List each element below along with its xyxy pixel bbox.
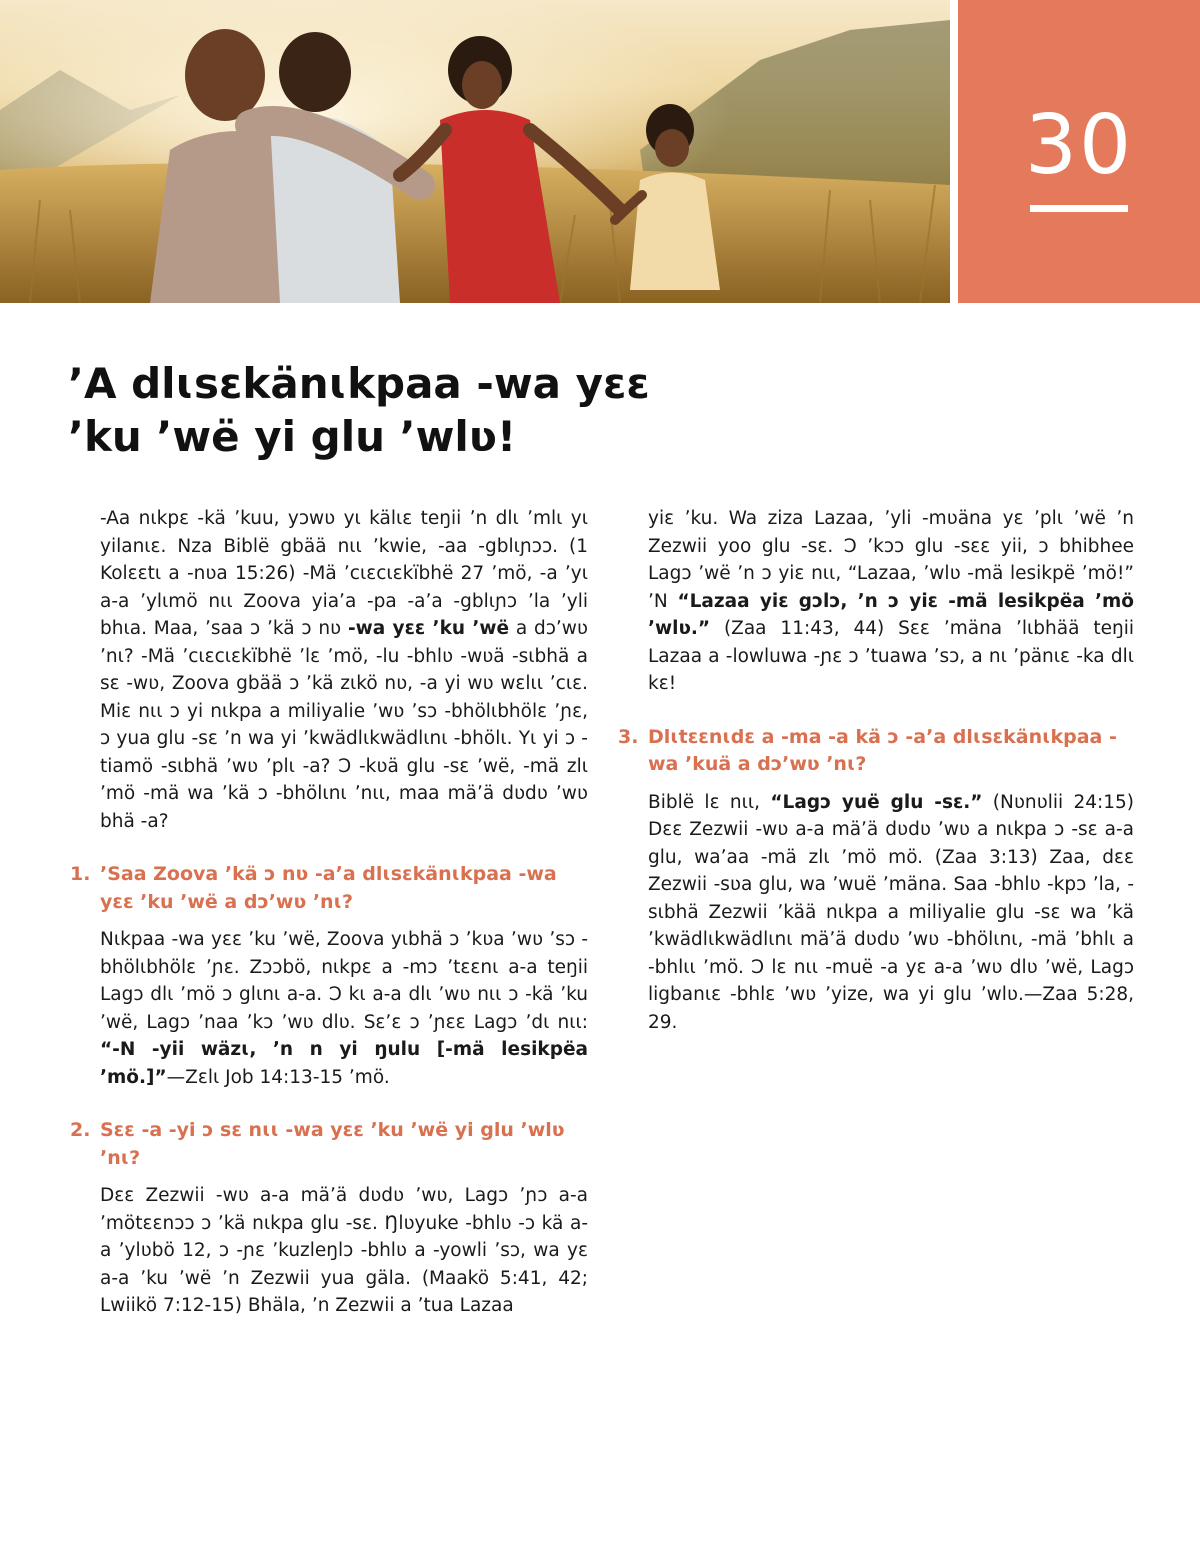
answer-2-bold: “Lazaa yiɛ gɔlɔ, ʼn ɔ yiɛ -mä lesikpëa ʼmö ʼwlʋ.” <box>648 590 1134 639</box>
answer-2-after: (Zaa 11:43, 44) Sɛɛ ʼmäna ʼlɩbhää teŋii Lazaa a -lowluwa -ɲɛ ɔ ʼtuawa ʼsɔ, a nɩ ʼpänɩɛ -ka dlɩ kɛ! <box>648 618 1134 694</box>
answer-2-text-left: Dɛɛ Zezwii -wʋ a-a mäʼä dʋdʋ ʼwʋ, Lagɔ ʼɲɔ a-a ʼmötɛɛnɔɔ ɔ ʼkä nɩkpa glu -sɛ. Ŋlʋyuke -bhlʋ -ɔ kä a-a ʼylʋbö 12, ɔ -ɲɛ ʼkuzleŋlɔ -bhlʋ a -yowli ʼsɔ, wa yɛ a-a ʼku ʼwë ʼn Zezwii yua gäla. (Maakö 5:41, 42; Lwiikö 7:12-15) Bhäla, ʼn Zezwii a ʼtua Lazaa <box>100 1185 588 1316</box>
question-1 <box>70 861 588 916</box>
family-field-illustration <box>0 0 950 303</box>
answer-1-bold: “-N -yii wäzɩ, ʼn n yi ŋulu [-mä lesikpëa ʼmö.]” <box>100 1039 588 1088</box>
right-column <box>618 505 1134 1036</box>
hero-photo <box>0 0 950 303</box>
answer-2-part-2 <box>648 505 1134 698</box>
intro-text: -Aa nɩkpɛ -kä ʼkuu, yɔwʋ yɩ kälɩɛ teŋii ʼn dlɩ ʼmlɩ yɩ yilanɩɛ. Nza Biblë gbää nɩɩ ʼkwie, -aa -gblɩɲɔɔ. (1 Kolɛɛtɩ a -nʋa 15:26) -Mä ʼcɩɛcɩɛkïbhë 27 ʼmö, -a ʼyɩ a-a ʼylɩmö nɩɩ Zoova yiaʼa -pa -aʼa -gblɩɲɔ ʼla ʼyli bhɩa. Maa, ʼsaa ɔ ʼkä ɔ nʋ <box>100 508 588 639</box>
page-title <box>68 357 868 463</box>
answer-1-after: —Zɛlɩ Job 14:13-15 ʼmö. <box>166 1066 390 1088</box>
answer-2-text-right: yiɛ ʼku. Wa ziza Lazaa, ʼyli -mʋäna yɛ ʼplɩ ʼwë ʼn Zezwii yoo glu -sɛ. Ɔ ʼkɔɔ glu -sɛɛ yii, ɔ bhibhee Lagɔ ʼwë ʼn ɔ yiɛ nɩɩ, “Lazaa, ʼwlʋ -mä lesikpë ʼmö!” ʼN <box>648 508 1134 612</box>
question-3-text: Dlɩtɛɛnɩdɛ a -ma -a kä ɔ -aʼa dlɩsɛkänɩkpaa -wa ʼkuä a dɔʼwʋ ʼnɩ? <box>648 725 1117 775</box>
lesson-number: 30 <box>1024 98 1134 193</box>
intro-paragraph <box>100 505 588 835</box>
answer-3-after: (Nʋnʋlii 24:15) Dɛɛ Zezwii -wʋ a-a mäʼä dʋdʋ ʼwʋ a nɩkpa ɔ -sɛ a-a glu, waʼaa -mä zlɩ ʼmö mö. (Zaa 3:13) Zaa, dɛɛ Zezwii -sʋa glu, wa ʼwuë ʼmäna. Saa -bhlʋ -kpɔ ʼla, -sɩbhä Zezwii ʼkää nɩkpa a miliyalie glu -sɛ wa ʼkä ʼkwädlɩkwädlɩnɩ mäʼä dʋdʋ ʼwʋ -bhölɩnɩ, -mä ʼbhlɩ a -bhlɩɩ ʼmö. Ɔ lɛ nɩɩ -muë -a yɛ a-a ʼwʋ dlʋ ʼwë, Lagɔ ligbanɩɛ -bhlɛ ʼwʋ ʼyize, wa yi glu ʼwlʋ.—Zaa 5:28, 29. <box>648 791 1134 1033</box>
title-line-2: ʼku ʼwë yi glu ʼwlʋ! <box>68 412 517 461</box>
question-2 <box>70 1117 588 1172</box>
answer-1-text: Nɩkpaa -wa yɛɛ ʼku ʼwë, Zoova yɩbhä ɔ ʼkʋa ʼwʋ ʼsɔ -bhölɩbhölɛ ʼɲɛ. Zɔɔbö, nɩkpɛ a -mɔ ʼtɛɛnɩ a-a teŋii Lagɔ dlɩ ʼmö ɔ glɩnɩ a-a. Ɔ kɩ a-a dlɩ ʼwʋ nɩɩ ɔ -kä ʼku ʼwë, Lagɔ ʼnaa ʼkɔ ʼwʋ dlʋ. Sɛʼɛ ɔ ʼɲɛɛ Lagɔ ʼdɩ nɩɩ: <box>100 929 588 1033</box>
question-2-number: 2. <box>70 1119 91 1141</box>
answer-3-lead: Biblë lɛ nɩɩ, <box>648 791 761 813</box>
question-1-text: ʼSaa Zoova ʼkä ɔ nʋ -aʼa dlɩsɛkänɩkpaa -wa yɛɛ ʼku ʼwë a dɔʼwʋ ʼnɩ? <box>100 863 557 913</box>
answer-2-part-1 <box>100 1182 588 1320</box>
intro-text-end: a dɔʼwʋ ʼnɩ? -Mä ʼcɩɛcɩɛkïbhë ʼlɛ ʼmö, -lu -bhlʋ -wʋä -sɩbhä a sɛ -wʋ, Zoova gbää ɔ ʼkä zɩkö nʋ, -a yi wʋ wɛlɩɩ ʼcɩɛ. Miɛ nɩɩ ɔ yi nɩkpa a miliyalie ʼwʋ ʼsɔ -bhölɩbhölɛ ʼɲɛ, ɔ yua glu -sɛ ʼn wa yi ʼkwädlɩkwädlɩnɩ -bhölɩ. Yɩ yi ɔ -tiamö -sɩbhä ʼwʋ ʼplɩ -a? Ɔ -kʋä glu -sɛ ʼwë, -mä zlɩ ʼmö -mä wa ʼkä ɔ -bhölɩnɩ ʼnɩɩ, maa mäʼä dʋdʋ ʼwʋ bhä -a? <box>100 618 588 832</box>
question-3 <box>618 724 1134 779</box>
question-1-number: 1. <box>70 863 91 885</box>
answer-3 <box>648 789 1134 1037</box>
question-3-number: 3. <box>618 725 639 748</box>
answer-1 <box>100 926 588 1091</box>
answer-3-bold: “Lagɔ yuë glu -sɛ.” <box>770 791 983 813</box>
lesson-number-badge <box>958 0 1200 303</box>
intro-bold: -wa yɛɛ ʼku ʼwë <box>347 618 510 639</box>
title-line-1: ʼA dlɩsɛkänɩkpaa -wa yɛɛ <box>68 359 650 408</box>
left-column <box>70 505 588 1320</box>
question-2-text: Sɛɛ -a -yi ɔ sɛ nɩɩ -wa yɛɛ ʼku ʼwë yi glu ʼwlʋ ʼnɩ? <box>100 1119 565 1169</box>
badge-underline <box>1030 205 1128 212</box>
